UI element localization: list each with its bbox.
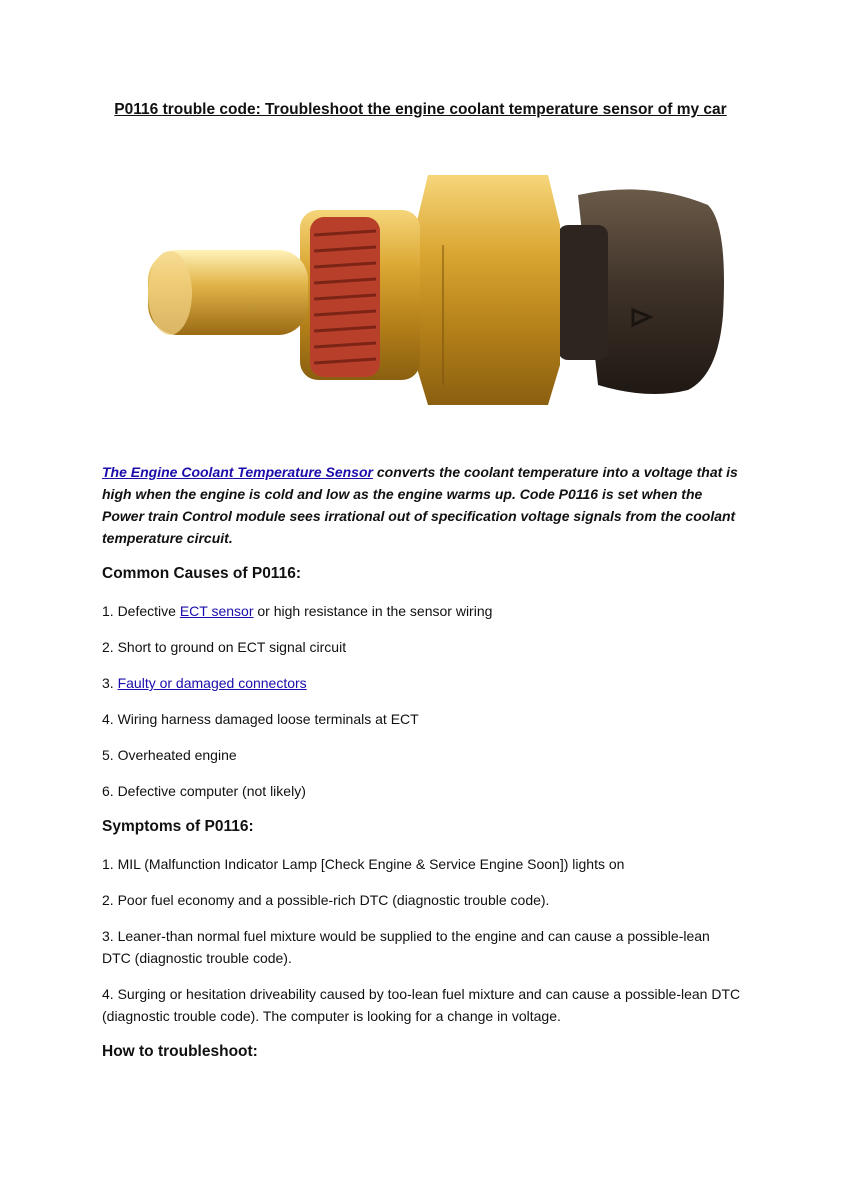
cause-item-2: 2. Short to ground on ECT signal circuit (102, 639, 347, 655)
cause-item-1-suffix: or high resistance in the sensor wiring (253, 603, 493, 619)
ect-sensor-inline-link[interactable]: ECT sensor (179, 603, 254, 619)
cause-item-5: 5. Overheated engine (102, 747, 237, 763)
symptom-item-2: 2. Poor fuel economy and a possible-rich DTC (diagnostic trouble code). (102, 892, 550, 908)
cause-item-6: 6. Defective computer (not likely) (102, 783, 306, 799)
faulty-connectors-link[interactable]: Faulty or damaged connectors (117, 675, 307, 691)
sensor-photo (128, 165, 728, 450)
hex-nut (416, 175, 560, 405)
symptom-item-1: 1. MIL (Malfunction Indicator Lamp [Check Engine & Service Engine Soon]) lights on (102, 856, 625, 872)
intro-text: converts the coolant temperature into a voltage that is high when the engine is cold and low as the engine warms up. Code P0116 is set when the Power train Control module sees irrational out of specification voltage signals from the coolant temperature circuit. (102, 464, 738, 546)
symptom-item-3: 3. Leaner-than normal fuel mixture would be supplied to the engine and can cause a possible-lean DTC (diagnostic trouble code). (102, 928, 710, 966)
symptom-item-4: 4. Surging or hesitation driveability caused by too-lean fuel mixture and can cause a possible-lean DTC (diagnostic trouble code). The computer is looking for a change in voltage. (102, 986, 741, 1024)
cause-item-1-prefix: 1. Defective (102, 603, 180, 619)
cause-item-1 (102, 601, 742, 623)
page-title: P0116 trouble code: Troubleshoot the engine coolant temperature sensor of my car (114, 101, 727, 118)
ect-sensor-link[interactable]: The Engine Coolant Temperature Sensor (102, 464, 373, 480)
causes-heading: Common Causes of P0116: (102, 565, 301, 582)
connector-neck (558, 225, 608, 360)
intro-paragraph (102, 461, 742, 549)
cause-item-4: 4. Wiring harness damaged loose terminals at ECT (102, 711, 419, 727)
cause-item-3-prefix: 3. (102, 675, 118, 691)
cause-item-3 (102, 673, 742, 695)
symptoms-heading: Symptoms of P0116: (102, 818, 254, 835)
troubleshoot-heading: How to troubleshoot: (102, 1043, 258, 1060)
